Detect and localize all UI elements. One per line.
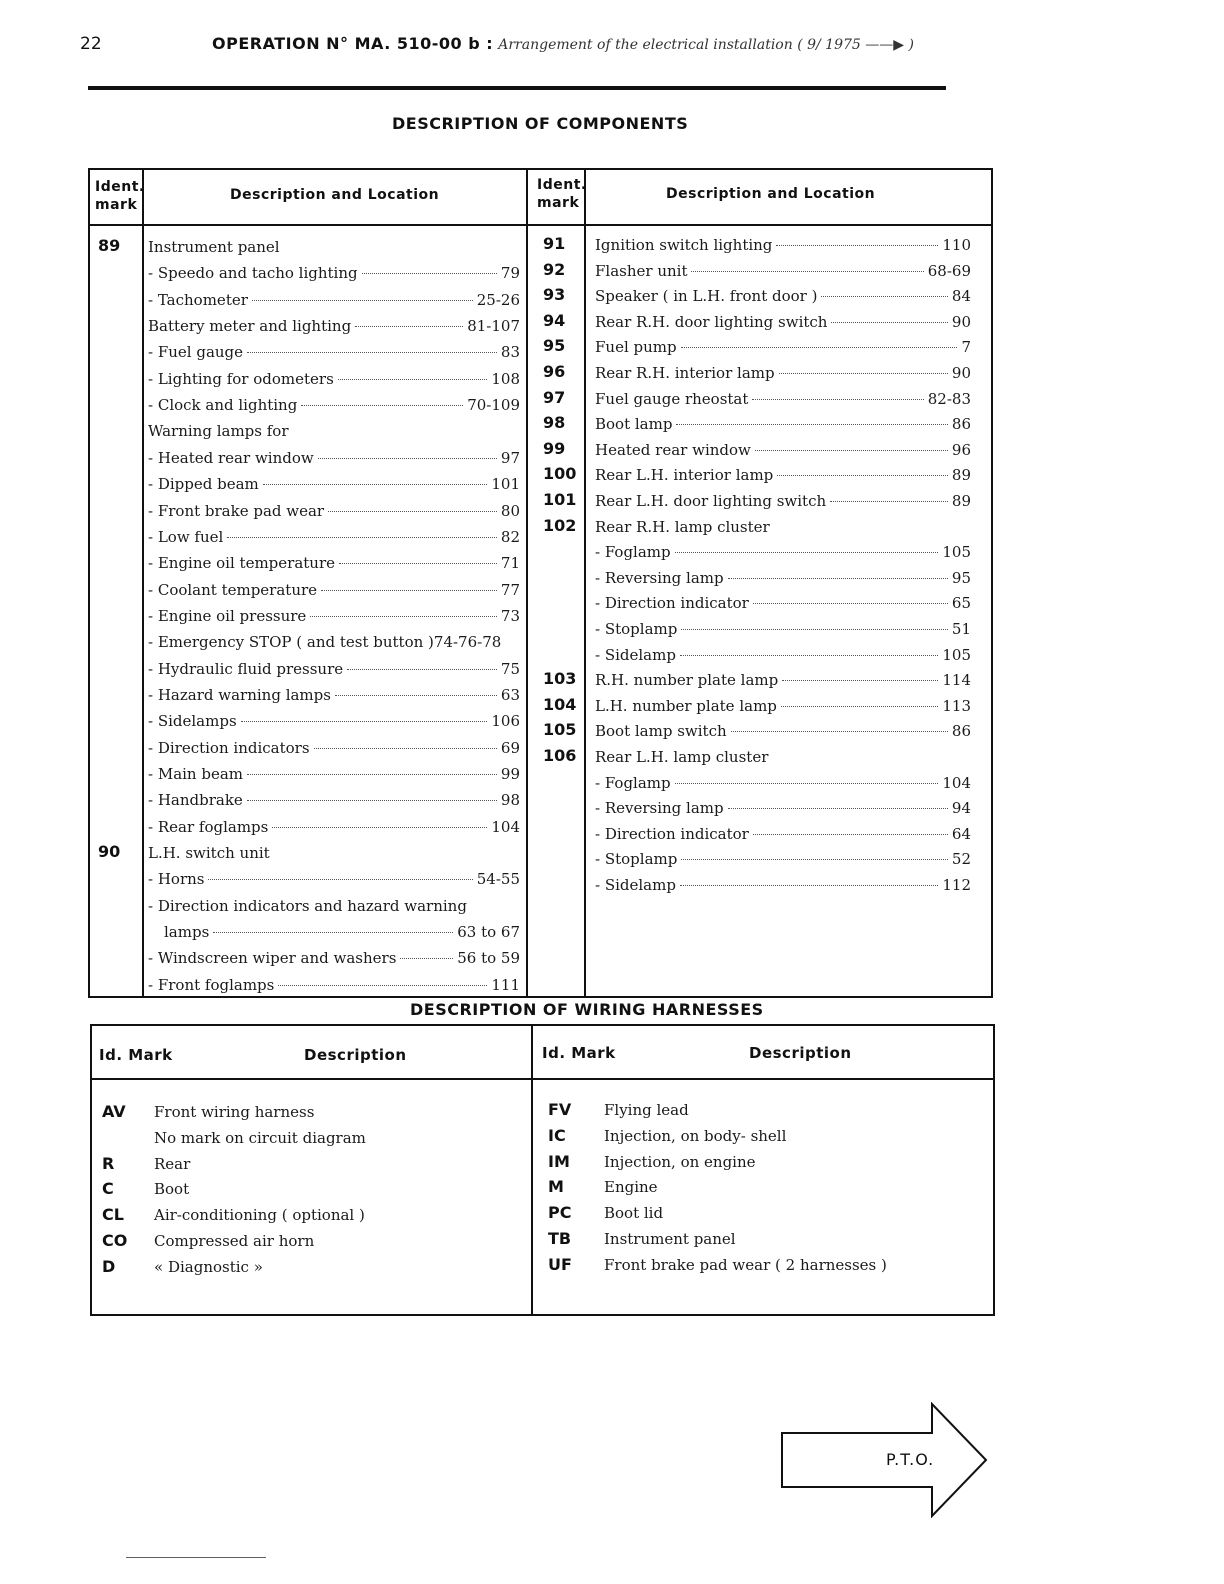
leader-dots	[681, 347, 958, 348]
leader-dots	[339, 563, 497, 564]
ident-mark: 89	[98, 236, 121, 255]
harnesses-table	[90, 1024, 995, 1316]
leader-dots	[241, 721, 488, 722]
component-ref: 79	[500, 264, 520, 283]
component-label: - Low fuel	[148, 527, 224, 546]
description-header-left: Description and Location	[230, 187, 440, 203]
leader-dots	[278, 985, 487, 986]
leader-dots	[272, 827, 487, 828]
component-row	[148, 633, 520, 655]
mark-header-left: Id. Mark	[99, 1046, 173, 1064]
component-ref: 82-83	[927, 389, 971, 408]
leader-dots	[338, 379, 488, 380]
harness-mark: D	[102, 1256, 116, 1276]
component-label: Heated rear window	[595, 440, 751, 459]
leader-dots	[301, 405, 463, 406]
component-row	[148, 739, 520, 761]
leader-dots	[335, 695, 497, 696]
component-label: - Handbrake	[148, 791, 243, 810]
leader-dots	[681, 859, 948, 860]
component-label: - Direction indicators	[148, 738, 310, 757]
header-divider	[90, 224, 991, 226]
description-header-right: Description	[749, 1044, 852, 1062]
component-row	[148, 818, 520, 840]
harness-description: Flying lead	[604, 1101, 689, 1119]
component-label: - Engine oil pressure	[148, 606, 307, 625]
harness-description: No mark on circuit diagram	[154, 1128, 366, 1147]
harness-mark: CO	[102, 1231, 128, 1250]
component-ref: 90	[951, 312, 971, 331]
component-label: Fuel gauge rheostat	[595, 389, 749, 408]
component-row	[595, 671, 971, 693]
component-ref: 105	[942, 645, 971, 664]
component-label: L.H. number plate lamp	[595, 696, 777, 715]
component-label: - Stoplamp	[595, 850, 678, 869]
leader-dots	[691, 271, 923, 272]
harness-mark: AV	[102, 1102, 126, 1121]
leader-dots	[675, 783, 939, 784]
harness-mark: R	[102, 1153, 115, 1173]
leader-dots	[252, 300, 473, 301]
component-label: - Sidelamp	[595, 876, 676, 894]
ident-header-line: mark	[537, 195, 580, 211]
header-rule	[88, 86, 946, 90]
components-title: DESCRIPTION OF COMPONENTS	[392, 114, 689, 133]
description-header-right: Description and Location	[666, 186, 876, 202]
leader-dots	[355, 326, 463, 327]
component-label: - Sidelamps	[148, 712, 237, 731]
harness-description: Instrument panel	[604, 1230, 736, 1248]
arrow-right-icon	[780, 1402, 990, 1518]
component-label: - Windscreen wiper and washers	[148, 949, 397, 968]
harness-mark: FV	[548, 1100, 572, 1119]
component-row	[595, 313, 971, 335]
leader-dots	[208, 879, 472, 880]
component-label: Battery meter and lighting	[148, 317, 352, 336]
component-label: - Hydraulic fluid pressure	[148, 659, 344, 678]
ident-mark: 93	[543, 285, 566, 305]
pto-arrow	[780, 1402, 990, 1518]
component-ref: 83	[500, 343, 520, 362]
ident-mark: 90	[98, 842, 121, 862]
component-label: - Stoplamp	[595, 620, 678, 638]
component-label: Rear R.H. lamp cluster	[595, 517, 770, 536]
component-row	[148, 607, 520, 629]
leader-dots	[831, 322, 947, 323]
component-row	[595, 492, 971, 514]
ident-mark: 101	[543, 490, 577, 509]
component-row	[595, 390, 971, 412]
component-label: - Direction indicator	[595, 824, 749, 843]
leader-dots	[830, 501, 948, 502]
column-divider	[531, 1026, 533, 1314]
page-header	[212, 34, 914, 53]
operation-number: OPERATION N° MA. 510-00 b :	[212, 34, 494, 53]
component-row	[148, 870, 520, 892]
ident-mark: 97	[543, 387, 566, 407]
leader-dots	[362, 273, 497, 274]
component-label: - Rear foglamps	[148, 817, 269, 836]
component-label: Rear R.H. door lighting switch	[595, 312, 828, 331]
ident-mark: 106	[543, 746, 577, 765]
component-ref: 89	[951, 466, 971, 485]
component-row	[164, 923, 520, 945]
component-label: Instrument panel	[148, 238, 280, 256]
component-ref: 101	[491, 475, 520, 494]
component-row	[148, 660, 520, 682]
footer-link-line	[126, 1557, 266, 1558]
component-row	[595, 774, 971, 796]
column-divider	[584, 170, 586, 996]
component-label: - Clock and lighting	[148, 396, 298, 415]
leader-dots	[782, 680, 938, 681]
component-label: - Reversing lamp	[595, 799, 724, 818]
component-row	[595, 364, 971, 386]
ident-mark: 103	[543, 669, 577, 689]
component-ref: 112	[942, 876, 971, 894]
harness-description: Boot	[154, 1180, 190, 1199]
component-row	[595, 415, 971, 437]
leader-dots	[753, 603, 948, 604]
component-row	[148, 528, 520, 550]
component-row	[148, 317, 520, 339]
component-label: - Coolant temperature	[148, 580, 318, 599]
harness-mark: C	[102, 1179, 114, 1199]
leader-dots	[752, 399, 923, 400]
component-row	[148, 844, 520, 866]
component-ref: 56 to 59	[457, 949, 520, 968]
harness-mark: UF	[548, 1254, 572, 1274]
leader-dots	[676, 424, 947, 425]
ident-mark: 104	[543, 694, 577, 714]
component-ref: 111	[491, 975, 520, 994]
component-ref: 96	[951, 440, 971, 459]
component-label: - Emergency STOP ( and test button )74-76-78	[148, 633, 502, 652]
component-row	[595, 646, 971, 668]
component-ref: 94	[951, 799, 971, 818]
component-ref: 63 to 67	[457, 923, 520, 942]
component-ref: 89	[951, 492, 971, 510]
leader-dots	[821, 296, 947, 297]
harness-description: Front brake pad wear ( 2 harnesses )	[604, 1255, 887, 1274]
component-row	[148, 422, 520, 444]
component-label: - Lighting for odometers	[148, 369, 334, 388]
component-ref: 86	[951, 415, 971, 434]
component-ref: 84	[951, 287, 971, 306]
harness-description: Injection, on body- shell	[604, 1126, 787, 1145]
component-label: - Foglamp	[595, 773, 671, 792]
component-ref: 99	[500, 765, 520, 783]
leader-dots	[753, 834, 948, 835]
component-ref: 110	[942, 236, 971, 254]
leader-dots	[314, 748, 497, 749]
component-row	[595, 722, 971, 744]
component-row	[595, 262, 971, 284]
ident-mark: 92	[543, 259, 566, 279]
component-row	[595, 518, 971, 540]
component-ref: 69	[500, 738, 520, 757]
component-row	[595, 338, 971, 360]
harness-description: Front wiring harness	[154, 1103, 315, 1121]
component-ref: 64	[951, 824, 971, 843]
component-row	[148, 897, 520, 919]
component-ref: 114	[942, 671, 971, 690]
leader-dots	[227, 537, 497, 538]
leader-dots	[213, 932, 453, 933]
component-row	[595, 799, 971, 821]
component-label: Rear L.H. interior lamp	[595, 466, 774, 485]
component-row	[148, 686, 520, 708]
leader-dots	[247, 774, 497, 775]
leader-dots	[347, 669, 497, 670]
component-label: - Fuel gauge	[148, 343, 244, 362]
component-label: Warning lamps for	[148, 422, 289, 441]
harness-mark: M	[548, 1177, 564, 1197]
page-number: 22	[80, 34, 102, 54]
leader-dots	[400, 958, 453, 959]
component-row	[148, 949, 520, 971]
component-ref: 108	[491, 369, 520, 388]
leader-dots	[681, 629, 948, 630]
component-label: lamps	[164, 923, 210, 942]
component-label: - Front foglamps	[148, 975, 275, 994]
component-ref: 104	[942, 773, 971, 792]
harness-description: Engine	[604, 1178, 658, 1197]
leader-dots	[247, 800, 497, 801]
leader-dots	[318, 458, 497, 459]
component-row	[148, 264, 520, 286]
leader-dots	[675, 552, 939, 553]
component-ref: 68-69	[927, 261, 971, 280]
component-row	[595, 620, 971, 642]
harness-description: « Diagnostic »	[154, 1257, 263, 1276]
component-label: - Tachometer	[148, 290, 248, 309]
component-row	[148, 449, 520, 471]
ident-header-line: Ident.	[95, 179, 145, 195]
component-row	[148, 343, 520, 365]
component-row	[148, 370, 520, 392]
component-label: Fuel pump	[595, 338, 677, 357]
leader-dots	[263, 484, 488, 485]
leader-dots	[321, 590, 497, 591]
operation-subtitle: Arrangement of the electrical installation ( 9/ 1975 ——▶ )	[498, 37, 914, 53]
component-row	[595, 543, 971, 565]
ident-mark: 98	[543, 413, 566, 433]
component-row	[148, 291, 520, 313]
component-label: Flasher unit	[595, 261, 688, 280]
component-row	[148, 581, 520, 603]
harness-mark: IM	[548, 1151, 570, 1171]
pto-label: P.T.O.	[886, 1450, 935, 1469]
component-label: - Heated rear window	[148, 448, 314, 467]
component-label: Rear L.H. lamp cluster	[595, 748, 769, 766]
ident-header-line: Ident.	[537, 177, 587, 193]
component-label: Rear L.H. door lighting switch	[595, 492, 827, 510]
component-ref: 86	[951, 722, 971, 741]
leader-dots	[779, 373, 948, 374]
ident-mark: 105	[543, 720, 577, 740]
component-ref: 90	[951, 364, 971, 382]
component-ref: 81-107	[467, 317, 520, 336]
component-row	[595, 876, 971, 898]
component-ref: 75	[500, 659, 520, 678]
component-label: Ignition switch lighting	[595, 236, 773, 254]
description-header-left: Description	[304, 1046, 407, 1064]
ident-header-line: mark	[95, 197, 138, 213]
leader-dots	[247, 352, 497, 353]
ident-mark: 95	[543, 336, 566, 356]
harness-description: Compressed air horn	[154, 1232, 315, 1250]
component-label: - Reversing lamp	[595, 568, 724, 587]
component-row	[595, 697, 971, 719]
harness-mark: CL	[102, 1205, 124, 1225]
component-label: - Dipped beam	[148, 475, 259, 494]
component-label: - Engine oil temperature	[148, 554, 336, 573]
component-label: Speaker ( in L.H. front door )	[595, 287, 818, 306]
component-ref: 54-55	[476, 870, 520, 889]
ident-header-right	[537, 176, 587, 212]
leader-dots	[731, 731, 948, 732]
component-ref: 51	[951, 620, 971, 638]
component-label: Boot lamp switch	[595, 722, 727, 741]
leader-dots	[755, 450, 948, 451]
leader-dots	[328, 511, 497, 512]
component-ref: 25-26	[476, 290, 520, 309]
component-row	[148, 396, 520, 418]
leader-dots	[776, 245, 938, 246]
component-row	[595, 466, 971, 488]
ident-mark: 91	[543, 234, 566, 253]
component-ref: 52	[951, 850, 971, 869]
component-row	[595, 236, 971, 258]
component-ref: 70-109	[467, 396, 520, 415]
component-label: - Main beam	[148, 765, 244, 783]
component-label: - Front brake pad wear	[148, 501, 325, 520]
component-row	[595, 825, 971, 847]
components-table	[88, 168, 993, 998]
component-ref: 106	[491, 712, 520, 731]
mark-header-right: Id. Mark	[542, 1044, 616, 1062]
component-label: - Speedo and tacho lighting	[148, 264, 358, 283]
component-row	[148, 502, 520, 524]
ident-mark: 102	[543, 515, 577, 535]
component-row	[148, 976, 520, 998]
component-row	[148, 791, 520, 813]
column-divider	[142, 170, 144, 996]
ident-mark: 96	[543, 362, 566, 381]
leader-dots	[777, 475, 948, 476]
harness-mark: PC	[548, 1203, 572, 1223]
component-label: - Horns	[148, 870, 205, 889]
component-ref: 7	[961, 338, 971, 357]
component-label: Boot lamp	[595, 415, 673, 434]
harness-description: Injection, on engine	[604, 1152, 756, 1171]
component-row	[148, 475, 520, 497]
component-row	[148, 554, 520, 576]
leader-dots	[728, 808, 948, 809]
component-ref: 95	[951, 568, 971, 587]
leader-dots	[781, 706, 938, 707]
header-divider	[92, 1078, 993, 1080]
component-ref: 82	[500, 527, 520, 546]
column-divider	[526, 170, 528, 996]
component-label: R.H. number plate lamp	[595, 671, 779, 690]
component-label: - Direction indicators and hazard warning	[148, 896, 467, 915]
leader-dots	[680, 655, 938, 656]
harness-mark: TB	[548, 1229, 572, 1248]
leader-dots	[728, 578, 948, 579]
component-label: L.H. switch unit	[148, 844, 270, 863]
component-label: - Foglamp	[595, 543, 671, 562]
harness-mark: IC	[548, 1125, 566, 1145]
component-ref: 63	[500, 685, 520, 704]
component-ref: 80	[500, 501, 520, 520]
component-ref: 77	[500, 580, 520, 599]
component-ref: 104	[491, 817, 520, 836]
component-ref: 98	[500, 791, 520, 810]
component-ref: 71	[500, 554, 520, 573]
ident-header-left	[95, 178, 145, 214]
harness-description: Air-conditioning ( optional )	[154, 1206, 365, 1225]
component-ref: 73	[500, 606, 520, 625]
leader-dots	[680, 885, 938, 886]
component-row	[148, 712, 520, 734]
component-label: - Sidelamp	[595, 645, 676, 664]
component-label: Rear R.H. interior lamp	[595, 364, 775, 382]
component-ref: 65	[951, 594, 971, 613]
component-row	[148, 238, 520, 260]
component-label: - Hazard warning lamps	[148, 685, 331, 704]
component-ref: 97	[500, 448, 520, 467]
component-row	[595, 441, 971, 463]
harness-description: Rear	[154, 1154, 191, 1173]
ident-mark: 99	[543, 438, 566, 458]
component-label: - Direction indicator	[595, 594, 749, 613]
leader-dots	[310, 616, 497, 617]
component-ref: 105	[942, 543, 971, 562]
ident-mark: 94	[543, 310, 566, 330]
component-row	[595, 287, 971, 309]
component-row	[148, 765, 520, 787]
component-row	[595, 850, 971, 872]
component-row	[595, 594, 971, 616]
ident-mark: 100	[543, 464, 577, 484]
component-row	[595, 569, 971, 591]
component-row	[595, 748, 971, 770]
harness-description: Boot lid	[604, 1204, 664, 1223]
component-ref: 113	[942, 696, 971, 715]
harnesses-title: DESCRIPTION OF WIRING HARNESSES	[410, 1000, 764, 1019]
